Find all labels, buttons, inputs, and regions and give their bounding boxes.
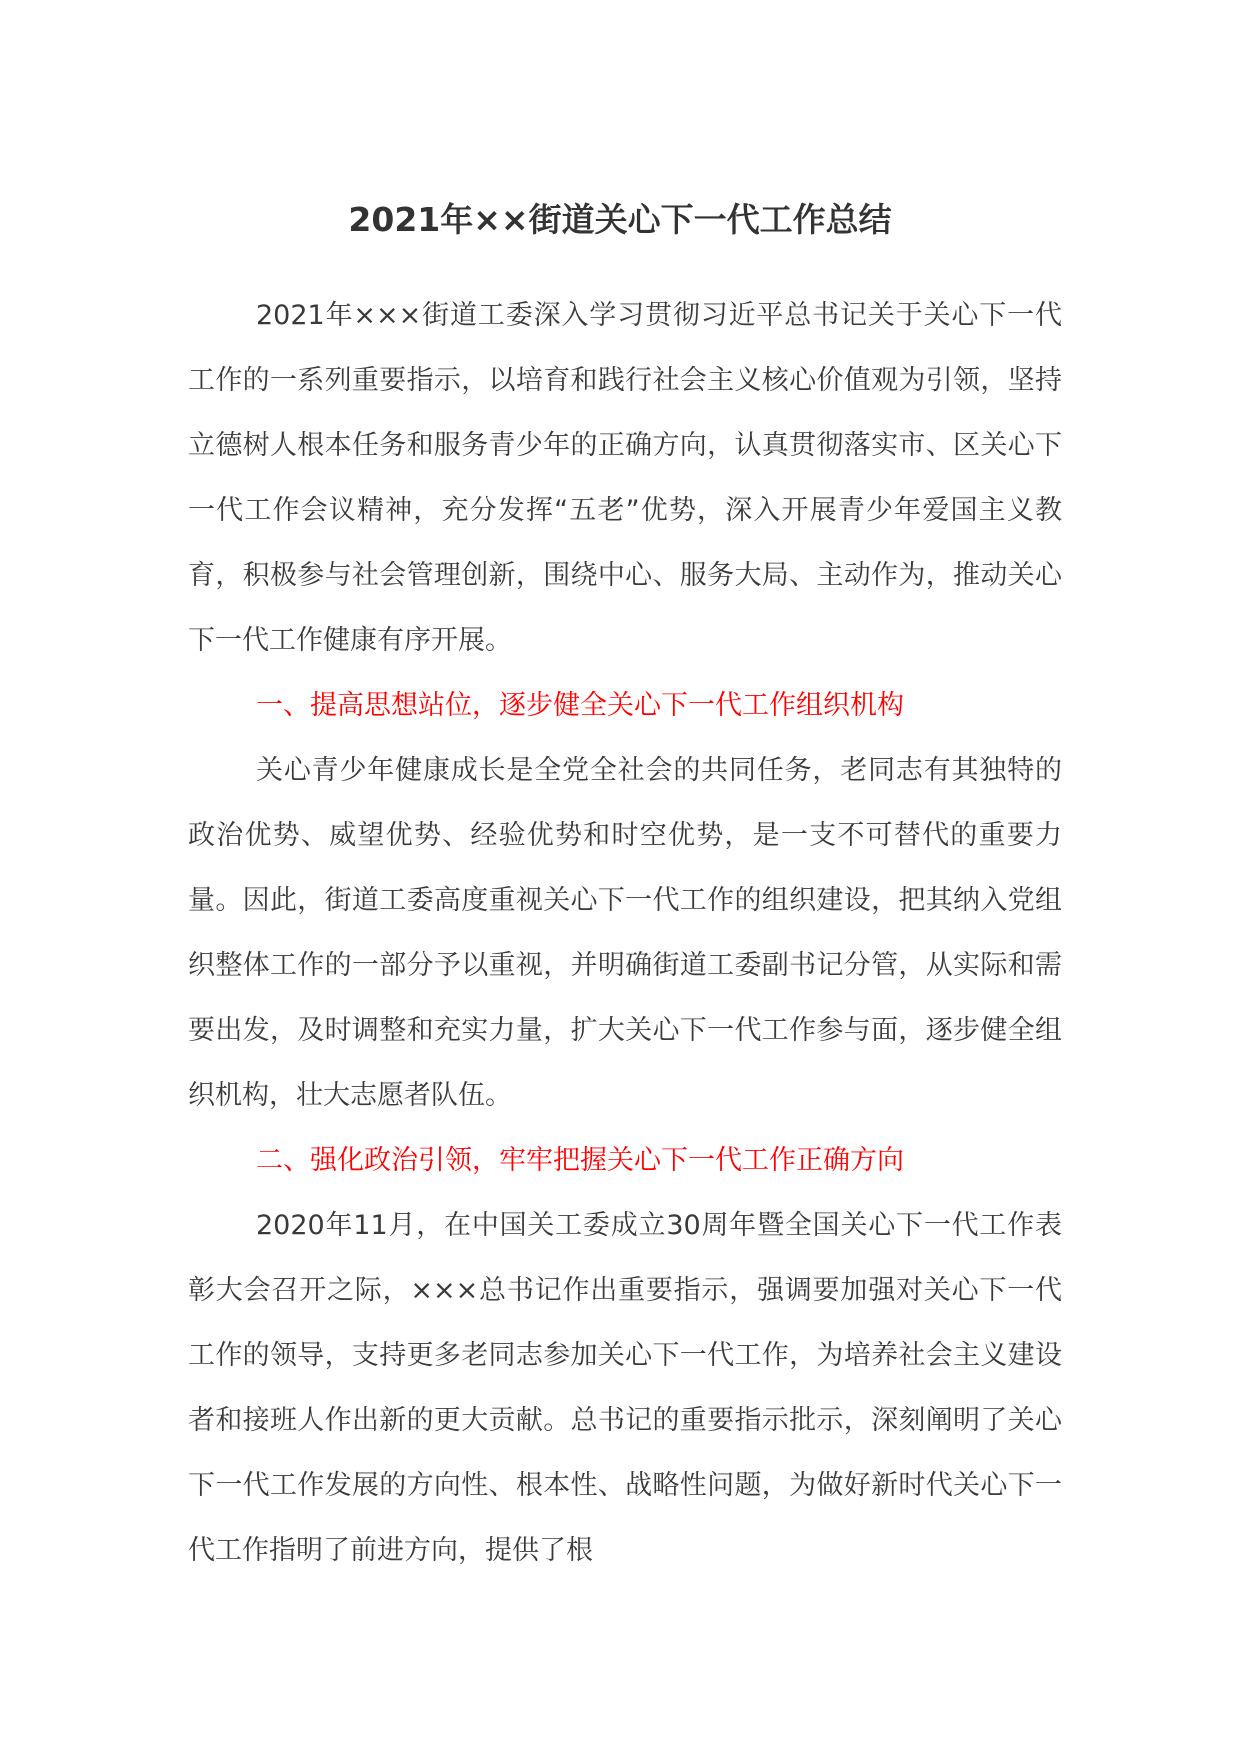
section-heading-2: 二、强化政治引领，牢牢把握关心下一代工作正确方向	[256, 1145, 904, 1176]
paragraph-section-1: 关心青少年健康成长是全党全社会的共同任务，老同志有其独特的政治优势、威望优势、经验优势和时空优势，是一支不可替代的重要力量。因此，街道工委高度重视关心下一代工作的组织建设，把其纳入党组织整体工作的一部分予以重视，并明确街道工委副书记分管，从实际和需要出发，及时调整和充实力量，扩大关心下一代工作参与面，逐步健全组织机构，壮大志愿者队伍。	[188, 755, 1062, 1111]
document-body	[188, 283, 1062, 1583]
section-heading-1: 一、提高思想站位，逐步健全关心下一代工作组织机构	[256, 690, 904, 721]
paragraph-intro: 2021年×××街道工委深入学习贯彻习近平总书记关于关心下一代工作的一系列重要指示，以培育和践行社会主义核心价值观为引领，坚持立德树人根本任务和服务青少年的正确方向，认真贯彻落实市、区关心下一代工作会议精神，充分发挥“五老”优势，深入开展青少年爱国主义教育，积极参与社会管理创新，围绕中心、服务大局、主动作为，推动关心下一代工作健康有序开展。	[188, 300, 1062, 656]
document-title: 2021年××街道关心下一代工作总结	[348, 200, 892, 239]
paragraph-section-2: 2020年11月，在中国关工委成立30周年暨全国关心下一代工作表彰大会召开之际，×××总书记作出重要指示，强调要加强对关心下一代工作的领导，支持更多老同志参加关心下一代工作，为培养社会主义建设者和接班人作出新的更大贡献。总书记的重要指示批示，深刻阐明了关心下一代工作发展的方向性、根本性、战略性问题，为做好新时代关心下一代工作指明了前进方向，提供了根	[188, 1210, 1062, 1566]
